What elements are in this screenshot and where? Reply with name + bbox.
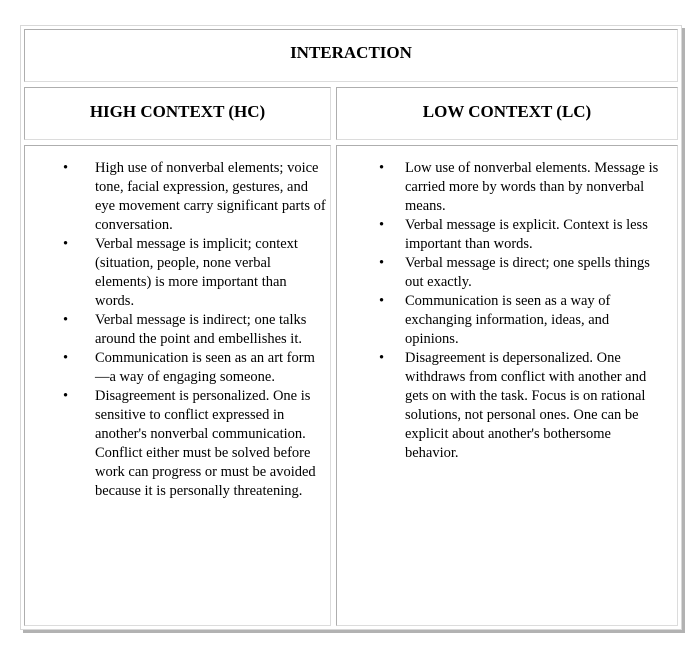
list-item-text: Communication is seen as a way of exchanging information, ideas, and opinions. xyxy=(405,293,611,347)
list-item xyxy=(337,349,663,463)
bullet-icon: • xyxy=(63,236,69,252)
bullet-icon: • xyxy=(379,350,385,366)
list-item-text: Disagreement is depersonalized. One withdraws from conflict with another and gets on with the task. Focus is on rational solutions, not personal ones. One can be explicit about another's bothersome behavior. xyxy=(405,350,647,461)
list-item xyxy=(337,254,663,292)
list-item xyxy=(25,159,326,235)
list-item xyxy=(25,235,326,311)
list-item-text: Low use of nonverbal elements. Message is carried more by words than by nonverbal means. xyxy=(405,160,659,214)
list-item xyxy=(337,159,663,216)
bullet-icon: • xyxy=(63,312,69,328)
list-item xyxy=(25,349,326,387)
low-context-cell xyxy=(336,145,678,626)
list-item xyxy=(337,292,663,349)
bullet-icon: • xyxy=(63,350,69,366)
table-title: INTERACTION xyxy=(24,29,678,82)
high-context-list xyxy=(25,159,326,501)
list-item-text: Verbal message is explicit. Context is less important than words. xyxy=(405,217,648,252)
list-item xyxy=(25,387,326,501)
bullet-icon: • xyxy=(379,255,385,271)
bullet-icon: • xyxy=(63,388,69,404)
list-item xyxy=(25,311,326,349)
high-context-cell xyxy=(24,145,331,626)
bullet-icon: • xyxy=(63,160,69,176)
list-item-text: Communication is seen as an art form—a way of engaging someone. xyxy=(95,350,315,385)
list-item-text: Verbal message is indirect; one talks around the point and embellishes it. xyxy=(95,312,307,347)
list-item-text: Disagreement is personalized. One is sensitive to conflict expressed in another's nonverbal communication. Conflict either must be solved before work can progress or must be avoided because it is personally threatening. xyxy=(95,388,316,499)
list-item-text: High use of nonverbal elements; voice tone, facial expression, gestures, and eye movement carry significant parts of conversation. xyxy=(95,160,326,233)
bullet-icon: • xyxy=(379,217,385,233)
bullet-icon: • xyxy=(379,293,385,309)
column-header-low-context: LOW CONTEXT (LC) xyxy=(336,87,678,140)
context-comparison-table xyxy=(20,25,682,630)
low-context-list xyxy=(337,159,663,463)
bullet-icon: • xyxy=(379,160,385,176)
list-item-text: Verbal message is direct; one spells things out exactly. xyxy=(405,255,650,290)
column-header-high-context: HIGH CONTEXT (HC) xyxy=(24,87,331,140)
list-item-text: Verbal message is implicit; context (situation, people, none verbal elements) is more important than words. xyxy=(95,236,298,309)
list-item xyxy=(337,216,663,254)
